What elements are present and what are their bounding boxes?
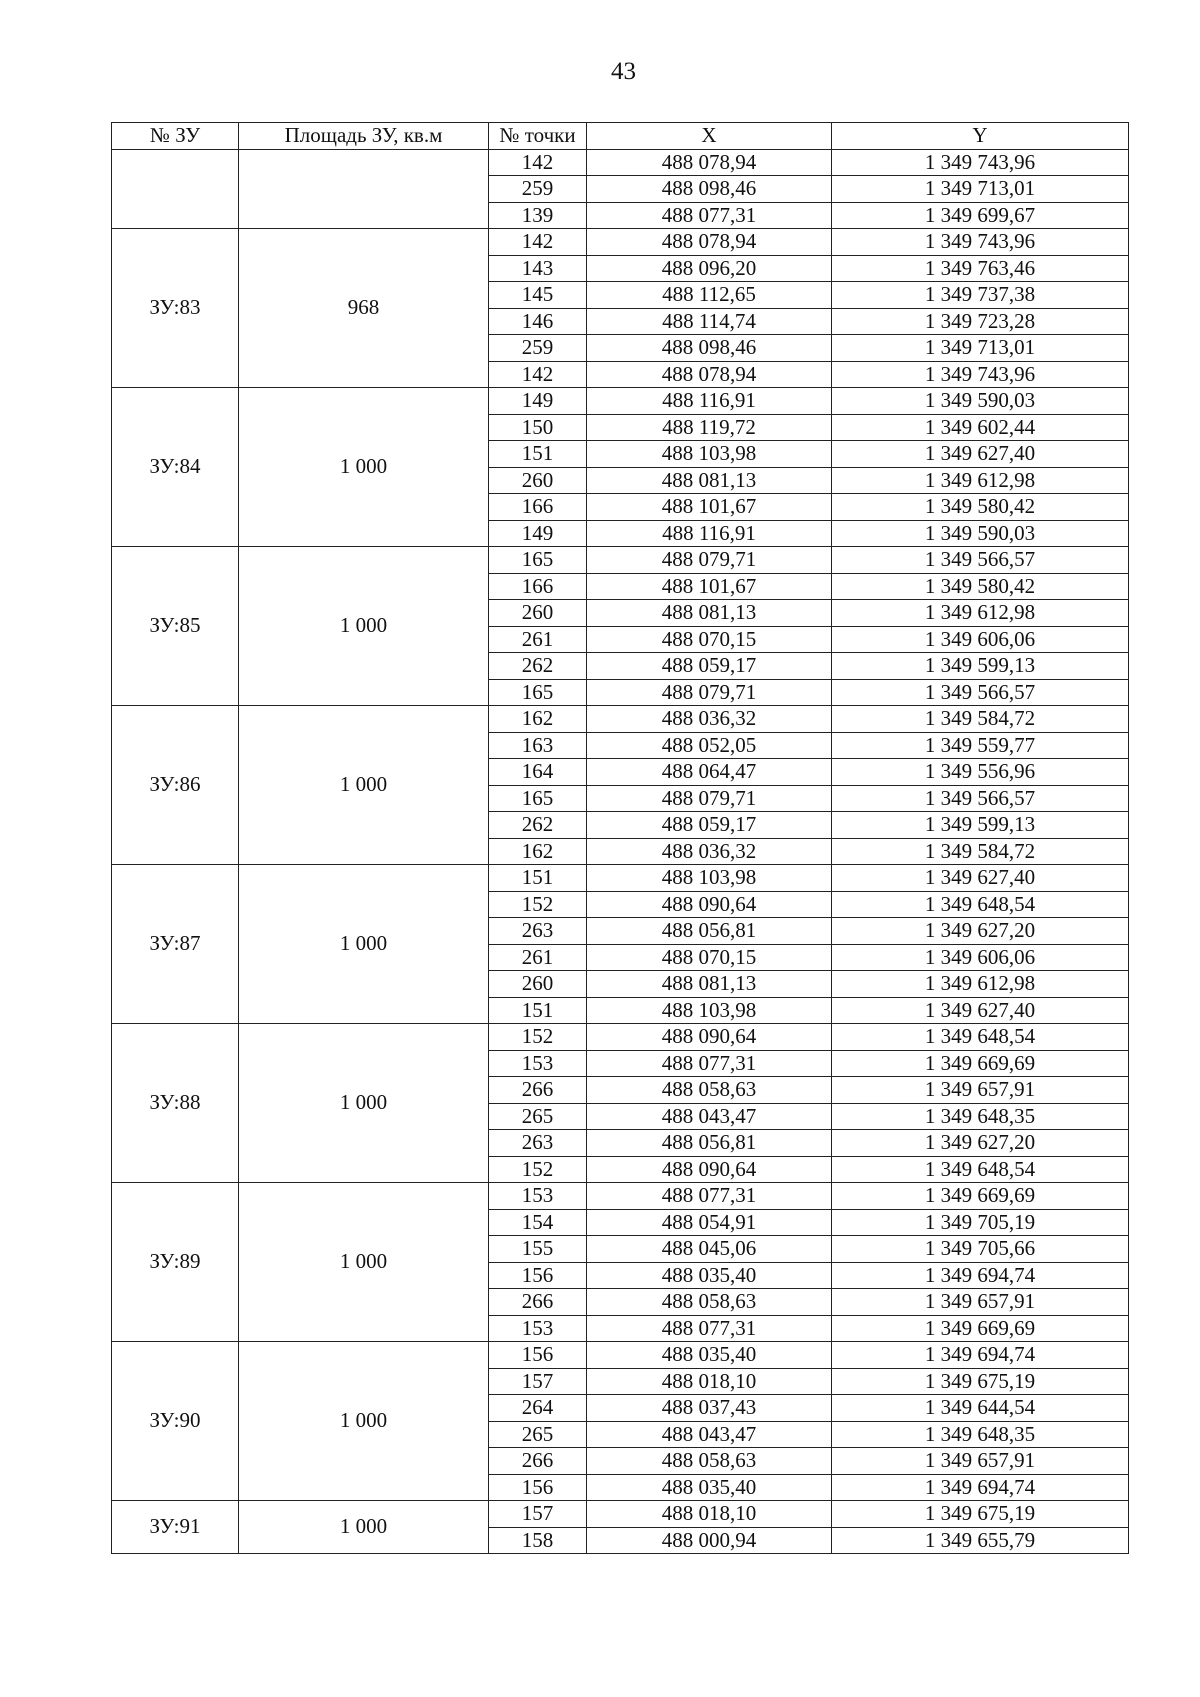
point-number-cell: 149 bbox=[489, 520, 587, 547]
x-coordinate-cell: 488 077,31 bbox=[587, 1050, 832, 1077]
area-cell bbox=[239, 149, 489, 229]
area-cell: 1 000 bbox=[239, 1183, 489, 1342]
y-coordinate-cell: 1 349 648,35 bbox=[832, 1103, 1129, 1130]
x-coordinate-cell: 488 090,64 bbox=[587, 891, 832, 918]
y-coordinate-cell: 1 349 599,13 bbox=[832, 812, 1129, 839]
point-number-cell: 166 bbox=[489, 573, 587, 600]
point-number-cell: 166 bbox=[489, 494, 587, 521]
point-number-cell: 151 bbox=[489, 441, 587, 468]
x-coordinate-cell: 488 079,71 bbox=[587, 785, 832, 812]
y-coordinate-cell: 1 349 584,72 bbox=[832, 706, 1129, 733]
area-cell: 1 000 bbox=[239, 706, 489, 865]
y-coordinate-cell: 1 349 648,35 bbox=[832, 1421, 1129, 1448]
zu-number-cell: ЗУ:87 bbox=[112, 865, 239, 1024]
zu-number-cell: ЗУ:91 bbox=[112, 1501, 239, 1554]
point-number-cell: 158 bbox=[489, 1527, 587, 1554]
x-coordinate-cell: 488 000,94 bbox=[587, 1527, 832, 1554]
point-number-cell: 153 bbox=[489, 1050, 587, 1077]
point-number-cell: 156 bbox=[489, 1474, 587, 1501]
point-number-cell: 266 bbox=[489, 1077, 587, 1104]
x-coordinate-cell: 488 052,05 bbox=[587, 732, 832, 759]
point-number-cell: 157 bbox=[489, 1368, 587, 1395]
zu-number-cell: ЗУ:86 bbox=[112, 706, 239, 865]
table-row bbox=[112, 229, 1129, 256]
zu-number-cell: ЗУ:90 bbox=[112, 1342, 239, 1501]
area-cell: 1 000 bbox=[239, 388, 489, 547]
x-coordinate-cell: 488 043,47 bbox=[587, 1103, 832, 1130]
point-number-cell: 262 bbox=[489, 653, 587, 680]
point-number-cell: 165 bbox=[489, 679, 587, 706]
y-coordinate-cell: 1 349 566,57 bbox=[832, 547, 1129, 574]
y-coordinate-cell: 1 349 644,54 bbox=[832, 1395, 1129, 1422]
table-row bbox=[112, 706, 1129, 733]
y-coordinate-cell: 1 349 612,98 bbox=[832, 467, 1129, 494]
point-number-cell: 142 bbox=[489, 229, 587, 256]
x-coordinate-cell: 488 079,71 bbox=[587, 679, 832, 706]
point-number-cell: 265 bbox=[489, 1421, 587, 1448]
x-coordinate-cell: 488 078,94 bbox=[587, 361, 832, 388]
y-coordinate-cell: 1 349 580,42 bbox=[832, 573, 1129, 600]
table-row bbox=[112, 388, 1129, 415]
table-row bbox=[112, 1342, 1129, 1369]
y-coordinate-cell: 1 349 612,98 bbox=[832, 971, 1129, 998]
y-coordinate-cell: 1 349 566,57 bbox=[832, 679, 1129, 706]
y-coordinate-cell: 1 349 657,91 bbox=[832, 1289, 1129, 1316]
point-number-cell: 152 bbox=[489, 1024, 587, 1051]
area-cell: 1 000 bbox=[239, 547, 489, 706]
y-coordinate-cell: 1 349 694,74 bbox=[832, 1262, 1129, 1289]
point-number-cell: 163 bbox=[489, 732, 587, 759]
y-coordinate-cell: 1 349 713,01 bbox=[832, 176, 1129, 203]
y-coordinate-cell: 1 349 737,38 bbox=[832, 282, 1129, 309]
zu-number-cell: ЗУ:83 bbox=[112, 229, 239, 388]
point-number-cell: 162 bbox=[489, 706, 587, 733]
y-coordinate-cell: 1 349 743,96 bbox=[832, 229, 1129, 256]
point-number-cell: 151 bbox=[489, 997, 587, 1024]
x-coordinate-cell: 488 070,15 bbox=[587, 626, 832, 653]
y-coordinate-cell: 1 349 705,19 bbox=[832, 1209, 1129, 1236]
header-area: Площадь ЗУ, кв.м bbox=[239, 123, 489, 150]
x-coordinate-cell: 488 018,10 bbox=[587, 1501, 832, 1528]
point-number-cell: 264 bbox=[489, 1395, 587, 1422]
x-coordinate-cell: 488 098,46 bbox=[587, 335, 832, 362]
y-coordinate-cell: 1 349 627,40 bbox=[832, 997, 1129, 1024]
point-number-cell: 151 bbox=[489, 865, 587, 892]
zu-number-cell: ЗУ:85 bbox=[112, 547, 239, 706]
table-row bbox=[112, 865, 1129, 892]
y-coordinate-cell: 1 349 627,40 bbox=[832, 441, 1129, 468]
header-zu-number: № ЗУ bbox=[112, 123, 239, 150]
x-coordinate-cell: 488 116,91 bbox=[587, 520, 832, 547]
y-coordinate-cell: 1 349 599,13 bbox=[832, 653, 1129, 680]
point-number-cell: 263 bbox=[489, 918, 587, 945]
point-number-cell: 262 bbox=[489, 812, 587, 839]
point-number-cell: 145 bbox=[489, 282, 587, 309]
x-coordinate-cell: 488 096,20 bbox=[587, 255, 832, 282]
x-coordinate-cell: 488 018,10 bbox=[587, 1368, 832, 1395]
x-coordinate-cell: 488 078,94 bbox=[587, 229, 832, 256]
point-number-cell: 149 bbox=[489, 388, 587, 415]
table-row bbox=[112, 547, 1129, 574]
point-number-cell: 146 bbox=[489, 308, 587, 335]
area-cell: 1 000 bbox=[239, 1024, 489, 1183]
y-coordinate-cell: 1 349 648,54 bbox=[832, 1024, 1129, 1051]
x-coordinate-cell: 488 112,65 bbox=[587, 282, 832, 309]
point-number-cell: 259 bbox=[489, 176, 587, 203]
zu-number-cell bbox=[112, 149, 239, 229]
area-cell: 1 000 bbox=[239, 1342, 489, 1501]
x-coordinate-cell: 488 045,06 bbox=[587, 1236, 832, 1263]
y-coordinate-cell: 1 349 675,19 bbox=[832, 1368, 1129, 1395]
y-coordinate-cell: 1 349 627,20 bbox=[832, 1130, 1129, 1157]
point-number-cell: 157 bbox=[489, 1501, 587, 1528]
x-coordinate-cell: 488 079,71 bbox=[587, 547, 832, 574]
x-coordinate-cell: 488 054,91 bbox=[587, 1209, 832, 1236]
x-coordinate-cell: 488 035,40 bbox=[587, 1342, 832, 1369]
x-coordinate-cell: 488 058,63 bbox=[587, 1077, 832, 1104]
area-cell: 968 bbox=[239, 229, 489, 388]
point-number-cell: 156 bbox=[489, 1262, 587, 1289]
x-coordinate-cell: 488 043,47 bbox=[587, 1421, 832, 1448]
zu-number-cell: ЗУ:84 bbox=[112, 388, 239, 547]
x-coordinate-cell: 488 059,17 bbox=[587, 812, 832, 839]
table-body bbox=[112, 149, 1129, 1554]
y-coordinate-cell: 1 349 694,74 bbox=[832, 1474, 1129, 1501]
y-coordinate-cell: 1 349 743,96 bbox=[832, 361, 1129, 388]
point-number-cell: 263 bbox=[489, 1130, 587, 1157]
y-coordinate-cell: 1 349 612,98 bbox=[832, 600, 1129, 627]
y-coordinate-cell: 1 349 669,69 bbox=[832, 1183, 1129, 1210]
x-coordinate-cell: 488 036,32 bbox=[587, 838, 832, 865]
y-coordinate-cell: 1 349 723,28 bbox=[832, 308, 1129, 335]
point-number-cell: 266 bbox=[489, 1448, 587, 1475]
x-coordinate-cell: 488 058,63 bbox=[587, 1289, 832, 1316]
x-coordinate-cell: 488 101,67 bbox=[587, 494, 832, 521]
y-coordinate-cell: 1 349 648,54 bbox=[832, 1156, 1129, 1183]
x-coordinate-cell: 488 064,47 bbox=[587, 759, 832, 786]
point-number-cell: 165 bbox=[489, 547, 587, 574]
y-coordinate-cell: 1 349 580,42 bbox=[832, 494, 1129, 521]
table-row bbox=[112, 1501, 1129, 1528]
x-coordinate-cell: 488 081,13 bbox=[587, 971, 832, 998]
x-coordinate-cell: 488 103,98 bbox=[587, 997, 832, 1024]
point-number-cell: 154 bbox=[489, 1209, 587, 1236]
y-coordinate-cell: 1 349 713,01 bbox=[832, 335, 1129, 362]
x-coordinate-cell: 488 119,72 bbox=[587, 414, 832, 441]
y-coordinate-cell: 1 349 743,96 bbox=[832, 149, 1129, 176]
y-coordinate-cell: 1 349 657,91 bbox=[832, 1448, 1129, 1475]
x-coordinate-cell: 488 077,31 bbox=[587, 1315, 832, 1342]
y-coordinate-cell: 1 349 669,69 bbox=[832, 1050, 1129, 1077]
x-coordinate-cell: 488 078,94 bbox=[587, 149, 832, 176]
point-number-cell: 150 bbox=[489, 414, 587, 441]
table-row bbox=[112, 1024, 1129, 1051]
table-header-row bbox=[112, 123, 1129, 150]
y-coordinate-cell: 1 349 606,06 bbox=[832, 626, 1129, 653]
y-coordinate-cell: 1 349 584,72 bbox=[832, 838, 1129, 865]
x-coordinate-cell: 488 056,81 bbox=[587, 918, 832, 945]
x-coordinate-cell: 488 058,63 bbox=[587, 1448, 832, 1475]
point-number-cell: 155 bbox=[489, 1236, 587, 1263]
x-coordinate-cell: 488 036,32 bbox=[587, 706, 832, 733]
point-number-cell: 153 bbox=[489, 1183, 587, 1210]
point-number-cell: 156 bbox=[489, 1342, 587, 1369]
point-number-cell: 260 bbox=[489, 971, 587, 998]
y-coordinate-cell: 1 349 556,96 bbox=[832, 759, 1129, 786]
x-coordinate-cell: 488 103,98 bbox=[587, 865, 832, 892]
point-number-cell: 261 bbox=[489, 626, 587, 653]
x-coordinate-cell: 488 081,13 bbox=[587, 467, 832, 494]
y-coordinate-cell: 1 349 699,67 bbox=[832, 202, 1129, 229]
y-coordinate-cell: 1 349 590,03 bbox=[832, 520, 1129, 547]
y-coordinate-cell: 1 349 590,03 bbox=[832, 388, 1129, 415]
y-coordinate-cell: 1 349 602,44 bbox=[832, 414, 1129, 441]
zu-number-cell: ЗУ:89 bbox=[112, 1183, 239, 1342]
table-row bbox=[112, 149, 1129, 176]
y-coordinate-cell: 1 349 669,69 bbox=[832, 1315, 1129, 1342]
point-number-cell: 266 bbox=[489, 1289, 587, 1316]
x-coordinate-cell: 488 090,64 bbox=[587, 1156, 832, 1183]
y-coordinate-cell: 1 349 675,19 bbox=[832, 1501, 1129, 1528]
point-number-cell: 265 bbox=[489, 1103, 587, 1130]
y-coordinate-cell: 1 349 694,74 bbox=[832, 1342, 1129, 1369]
y-coordinate-cell: 1 349 627,20 bbox=[832, 918, 1129, 945]
point-number-cell: 153 bbox=[489, 1315, 587, 1342]
x-coordinate-cell: 488 081,13 bbox=[587, 600, 832, 627]
header-point-number: № точки bbox=[489, 123, 587, 150]
point-number-cell: 260 bbox=[489, 467, 587, 494]
x-coordinate-cell: 488 101,67 bbox=[587, 573, 832, 600]
y-coordinate-cell: 1 349 763,46 bbox=[832, 255, 1129, 282]
x-coordinate-cell: 488 114,74 bbox=[587, 308, 832, 335]
area-cell: 1 000 bbox=[239, 865, 489, 1024]
x-coordinate-cell: 488 056,81 bbox=[587, 1130, 832, 1157]
x-coordinate-cell: 488 059,17 bbox=[587, 653, 832, 680]
x-coordinate-cell: 488 037,43 bbox=[587, 1395, 832, 1422]
area-cell: 1 000 bbox=[239, 1501, 489, 1554]
point-number-cell: 152 bbox=[489, 1156, 587, 1183]
y-coordinate-cell: 1 349 627,40 bbox=[832, 865, 1129, 892]
x-coordinate-cell: 488 035,40 bbox=[587, 1262, 832, 1289]
x-coordinate-cell: 488 035,40 bbox=[587, 1474, 832, 1501]
x-coordinate-cell: 488 090,64 bbox=[587, 1024, 832, 1051]
y-coordinate-cell: 1 349 566,57 bbox=[832, 785, 1129, 812]
x-coordinate-cell: 488 098,46 bbox=[587, 176, 832, 203]
x-coordinate-cell: 488 077,31 bbox=[587, 1183, 832, 1210]
point-number-cell: 162 bbox=[489, 838, 587, 865]
point-number-cell: 143 bbox=[489, 255, 587, 282]
point-number-cell: 142 bbox=[489, 149, 587, 176]
y-coordinate-cell: 1 349 655,79 bbox=[832, 1527, 1129, 1554]
x-coordinate-cell: 488 070,15 bbox=[587, 944, 832, 971]
point-number-cell: 165 bbox=[489, 785, 587, 812]
y-coordinate-cell: 1 349 648,54 bbox=[832, 891, 1129, 918]
table-row bbox=[112, 1183, 1129, 1210]
point-number-cell: 152 bbox=[489, 891, 587, 918]
point-number-cell: 164 bbox=[489, 759, 587, 786]
x-coordinate-cell: 488 077,31 bbox=[587, 202, 832, 229]
zu-number-cell: ЗУ:88 bbox=[112, 1024, 239, 1183]
y-coordinate-cell: 1 349 559,77 bbox=[832, 732, 1129, 759]
point-number-cell: 142 bbox=[489, 361, 587, 388]
coordinates-table bbox=[111, 122, 1129, 1554]
y-coordinate-cell: 1 349 606,06 bbox=[832, 944, 1129, 971]
page-number: 43 bbox=[611, 58, 636, 85]
point-number-cell: 259 bbox=[489, 335, 587, 362]
point-number-cell: 260 bbox=[489, 600, 587, 627]
x-coordinate-cell: 488 103,98 bbox=[587, 441, 832, 468]
y-coordinate-cell: 1 349 657,91 bbox=[832, 1077, 1129, 1104]
point-number-cell: 139 bbox=[489, 202, 587, 229]
header-x: X bbox=[587, 123, 832, 150]
header-y: Y bbox=[832, 123, 1129, 150]
y-coordinate-cell: 1 349 705,66 bbox=[832, 1236, 1129, 1263]
point-number-cell: 261 bbox=[489, 944, 587, 971]
x-coordinate-cell: 488 116,91 bbox=[587, 388, 832, 415]
